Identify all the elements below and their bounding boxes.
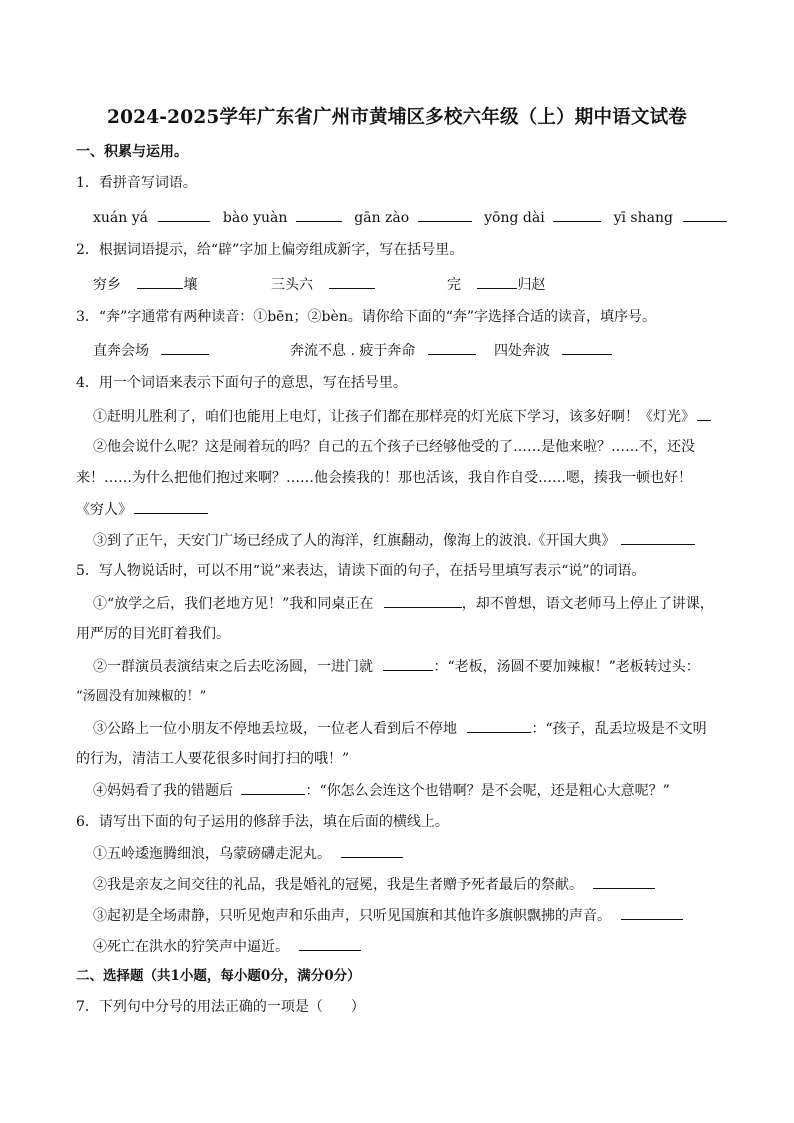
q5-sentence-3-line-2: 的行为，清洁工人要花很多时间打扫的哦！”: [76, 751, 350, 767]
q5-sentence-2-line-1: [93, 656, 700, 677]
question-3: 3．“奔”字通常有两种读音：①bēn；②bèn。请你给下面的“奔”字选择合适的读音，填序号。: [76, 309, 657, 325]
answer-blank[interactable]: [697, 406, 711, 421]
answer-blank[interactable]: [383, 656, 433, 671]
q1-pinyin-row: [93, 207, 727, 228]
sentence-text: ④死亡在洪水的狞笑声中逼近。: [93, 939, 289, 955]
exam-title: 2024-2025学年广东省广州市黄埔区多校六年级（上）期中语文试卷: [107, 107, 687, 128]
q5-sentence-2-line-2: “汤圆没有加辣椒的！”: [76, 689, 207, 704]
pinyin-item: yōng dài: [484, 210, 545, 226]
section-1-heading: 一、积累与运用。: [76, 144, 188, 160]
answer-blank[interactable]: [329, 274, 375, 289]
question-5: 5．写人物说话时，可以不用“说”来表达，请读下面的句子，在括号里填写表示“说”的词语。: [76, 563, 646, 579]
word: 奔流不息 . 疲于奔命: [290, 343, 416, 359]
q3-item-2: [290, 340, 476, 361]
q3-item-1: [93, 340, 209, 361]
pinyin-item: bào yuàn: [222, 210, 288, 226]
sentence-text: ②我是亲友之间交往的礼品，我是婚礼的冠冕，我是生者赠予死者最后的祭献。: [93, 877, 583, 893]
sentence-text: ：“孩子，乱丢垃圾是不文明: [531, 721, 707, 737]
answer-blank[interactable]: [161, 340, 209, 355]
q4-sentence-1: [93, 406, 711, 427]
word-prefix: 穷乡: [93, 277, 121, 293]
question-6: 6．请写出下面的句子运用的修辞手法，填在后面的横线上。: [76, 814, 449, 830]
q5-sentence-1-line-2: 用严厉的目光盯着我们。: [76, 626, 230, 642]
answer-blank[interactable]: [553, 207, 601, 222]
q5-sentence-4: [93, 780, 670, 801]
answer-blank[interactable]: [241, 780, 305, 795]
answer-blank[interactable]: [384, 593, 462, 608]
q6-sentence-4: [93, 936, 361, 957]
answer-blank[interactable]: [158, 207, 210, 222]
sentence-text: ③起初是全场肃静，只听见炮声和乐曲声，只听见国旗和其他许多旗帜飘拂的声音。: [93, 908, 611, 924]
answer-blank[interactable]: [593, 874, 655, 889]
question-2: 2．根据词语提示，给“辟”字加上偏旁组成新字，写在括号里。: [76, 242, 464, 258]
sentence-text: ③公路上一位小朋友不停地丢垃圾，一位老人看到后不停地: [93, 721, 457, 737]
q6-sentence-2: [93, 874, 655, 895]
question-4: 4．用一个词语来表示下面句子的意思，写在括号里。: [76, 375, 407, 391]
answer-blank[interactable]: [621, 530, 695, 545]
q4-sentence-3: [93, 530, 695, 551]
answer-blank[interactable]: [477, 274, 517, 289]
q6-sentence-3: [93, 905, 683, 926]
question-7: 7．下列句中分号的用法正确的一项是（ ）: [76, 999, 365, 1015]
answer-blank[interactable]: [562, 340, 612, 355]
word: 直奔会场: [93, 343, 149, 359]
answer-blank[interactable]: [467, 718, 531, 733]
q5-sentence-1-line-1: [93, 593, 714, 614]
pinyin-item: xuán yá: [93, 210, 148, 226]
word-suffix: 归赵: [517, 277, 546, 293]
section-2-heading: 二、选择题（共1小题，每小题0分，满分0分）: [76, 968, 361, 984]
sentence-text: ：“你怎么会连这个也错啊？是不会呢，还是粗心大意呢？”: [305, 783, 670, 799]
word-prefix: 三头六: [271, 277, 313, 293]
q5-sentence-3-line-1: [93, 718, 707, 739]
answer-blank[interactable]: [137, 274, 183, 289]
q6-sentence-1: [93, 843, 403, 864]
q4-sentence-2-line-3: [76, 499, 208, 520]
q2-item-1: [93, 274, 197, 295]
answer-blank[interactable]: [621, 905, 683, 920]
word-prefix: 完: [447, 277, 461, 293]
answer-blank[interactable]: [134, 499, 208, 514]
q2-item-2: [271, 274, 375, 295]
word-suffix: 壤: [183, 277, 198, 293]
q4-sentence-2-line-2: 来！……为什么把他们抱过来啊？……他会揍我的！那也活该，我自作自受……嗯，揍我一顿也好！: [76, 470, 692, 486]
word: 四处奔波: [494, 343, 550, 359]
sentence-text: ④妈妈看了我的错题后: [93, 783, 233, 799]
q4-sentence-2-line-1: ②他会说什么呢？这是闹着玩的吗？自己的五个孩子已经够他受的了……是他来啦？……不，还没: [93, 439, 695, 455]
answer-blank[interactable]: [299, 936, 361, 951]
answer-blank[interactable]: [341, 843, 403, 858]
q2-item-3: [447, 274, 545, 295]
answer-blank[interactable]: [418, 207, 472, 222]
pinyin-item: gān zào: [354, 210, 410, 226]
sentence-text: ：“老板，汤圆不要加辣椒！”老板转过头：: [433, 659, 700, 675]
sentence-text: ①“放学之后，我们老地方见！”我和同桌正在: [93, 596, 374, 612]
answer-blank[interactable]: [428, 340, 476, 355]
answer-blank[interactable]: [296, 207, 342, 222]
sentence-text: ②一群演员表演结束之后去吃汤圆，一进门就: [93, 659, 373, 675]
sentence-text: 《穷人》: [76, 502, 132, 518]
sentence-text: ①五岭逶迤腾细浪，乌蒙磅礴走泥丸。: [93, 846, 331, 862]
question-1: 1．看拼音写词语。: [76, 175, 197, 191]
pinyin-item: yī shang: [613, 210, 673, 226]
sentence-text: ③到了正午，天安门广场已经成了人的海洋，红旗翻动，像海上的波浪.《开国大典》: [93, 533, 616, 549]
answer-blank[interactable]: [683, 207, 727, 222]
sentence-text: ，却不曾想，语文老师马上停止了讲课，: [461, 596, 714, 612]
sentence-text: ①赶明儿胜利了，咱们也能用上电灯，让孩子们都在那样亮的灯光底下学习，该多好啊！《灯光》: [93, 409, 695, 425]
q3-item-3: [494, 340, 612, 361]
